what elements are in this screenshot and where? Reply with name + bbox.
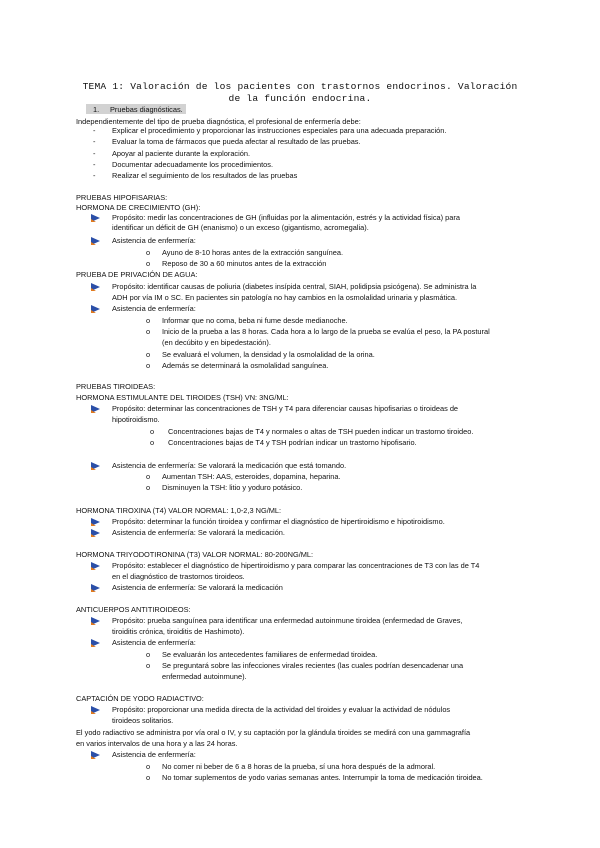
arrow-bullet-icon (91, 405, 100, 413)
captacion-purpose: Propósito: proporcionar una medida directa de la actividad del tiroides y evaluar la actividad de nódulos (112, 705, 451, 714)
gh-purpose: Propósito: medir las concentraciones de GH (influidas por la alimentación, estrés y la actividad física) para (112, 213, 460, 222)
document-title (60, 81, 540, 105)
agua-heading: PRUEBA DE PRIVACIÓN DE AGUA: (76, 270, 198, 279)
intro-item: Documentar adecuadamente los procedimientos. (112, 160, 274, 169)
arrow-bullet-icon (91, 305, 100, 313)
section-number: 1. (93, 105, 100, 114)
tsh-assist: Asistencia de enfermería: Se valorará la medicación que está tomando. (112, 461, 347, 470)
tsh-purpose-cont: hipotiroidismo. (112, 415, 160, 424)
tsh-sub-item: Concentraciones bajas de T4 y TSH podrían indicar un trastorno hipofisario. (168, 438, 417, 447)
t4-heading: HORMONA TIROXINA (T4) VALOR NORMAL: 1,0-2,3 NG/ML: (76, 506, 282, 515)
arrow-bullet-icon (91, 751, 100, 759)
t3-assist: Asistencia de enfermería: Se valorará la medicación (112, 583, 283, 592)
t4-purpose: Propósito: determinar la función tiroidea y confirmar el diagnóstico de hipertiroidismo e hipotiroidismo. (112, 517, 445, 526)
agua-sub-item-cont: (en decúbito y en bipedestación). (162, 338, 271, 347)
captacion-sub-item: No comer ni beber de 6 a 8 horas de la prueba, sí una hora después de la admoral. (162, 762, 436, 771)
t3-heading: HORMONA TRIYODOTIRONINA (T3) VALOR NORMAL: 80-200NG/ML: (76, 550, 314, 559)
gh-assist: Asistencia de enfermería: (112, 236, 196, 245)
anticuerpos-purpose: Propósito: prueba sanguínea para identificar una enfermedad autoinmune tiroidea (enfermedad de Graves, (112, 616, 463, 625)
anticuerpos-purpose-cont: tiroiditis crónica, tiroiditis de Hashimoto). (112, 627, 245, 636)
hipofisarias-heading: PRUEBAS HIPOFISARIAS: (76, 193, 168, 202)
agua-purpose-cont: ADH por vía IM o SC. En pacientes sin patología no hay cambios en la osmolalidad urinaria y plasmática. (112, 293, 458, 302)
anticuerpos-assist: Asistencia de enfermería: (112, 638, 196, 647)
arrow-bullet-icon (91, 584, 100, 592)
captacion-purpose-cont: tiroideos solitarios. (112, 716, 174, 725)
tsh-heading: HORMONA ESTIMULANTE DEL TIROIDES (TSH) VN: 3NG/ML: (76, 393, 289, 402)
arrow-bullet-icon (91, 639, 100, 647)
t3-purpose-cont: en el diagnóstico de trastornos tiroideos. (112, 572, 245, 581)
arrow-bullet-icon (91, 562, 100, 570)
intro-item: Apoyar al paciente durante la exploración. (112, 149, 251, 158)
section-heading: Pruebas diagnósticas. (110, 105, 183, 114)
section-intro: Independientemente del tipo de prueba diagnóstica, el profesional de enfermería debe: (76, 117, 361, 126)
intro-item: Explicar el procedimiento y proporcionar las instrucciones especiales para una adecuada preparación. (112, 126, 447, 135)
agua-assist: Asistencia de enfermería: (112, 304, 196, 313)
captacion-heading: CAPTACIÓN DE YODO RADIACTIVO: (76, 694, 204, 703)
intro-item: Realizar el seguimiento de los resultados de las pruebas (112, 171, 298, 180)
arrow-bullet-icon (91, 237, 100, 245)
tsh-sub2-item: Aumentan TSH: AAS, esteroides, dopamina, heparina. (162, 472, 341, 481)
gh-sub-item: Reposo de 30 a 60 minutos antes de la extracción (162, 259, 327, 268)
agua-sub-item: Además se determinará la osmolalidad sanguínea. (162, 361, 329, 370)
tsh-sub-item: Concentraciones bajas de T4 y normales o altas de TSH pueden indicar un trastorno tiroideo. (168, 427, 474, 436)
arrow-bullet-icon (91, 529, 100, 537)
arrow-bullet-icon (91, 617, 100, 625)
agua-sub-item: Inicio de la prueba a las 8 horas. Cada hora a lo largo de la prueba se evalúa el peso, la PA postural (162, 327, 490, 336)
agua-sub-item: Informar que no coma, beba ni fume desde medianoche. (162, 316, 348, 325)
title-line-1: TEMA 1: Valoración de los pacientes con trastornos endocrinos. Valoración (82, 81, 518, 92)
anticuerpos-sub-item: Se evaluarán los antecedentes familiares de enfermedad tiroidea. (162, 650, 378, 659)
anticuerpos-sub-item: Se preguntará sobre las infecciones virales recientes (las cuales podrían desencadenar una (162, 661, 464, 670)
t3-purpose: Propósito: establecer el diagnóstico de hipertiroidismo y para comparar las concentraciones de T3 con las de T4 (112, 561, 480, 570)
arrow-bullet-icon (91, 283, 100, 291)
t4-assist: Asistencia de enfermería: Se valorará la medicación. (112, 528, 285, 537)
agua-sub-item: Se evaluará el volumen, la densidad y la osmolalidad de la orina. (162, 350, 375, 359)
gh-heading: HORMONA DE CRECIMIENTO (GH): (76, 203, 201, 212)
arrow-bullet-icon (91, 518, 100, 526)
gh-sub-item: Ayuno de 8-10 horas antes de la extracción sanguínea. (162, 248, 344, 257)
tsh-sub2-item: Disminuyen la TSH: litio y yoduro potásico. (162, 483, 303, 492)
document-page: TEMA 1: Valoración de los pacientes con trastornos endocrinos. Valoración de la función endocrina. 1. Pruebas diagnósticas. Independientemente del tipo de prueba diagnóstica, el profesional de enfermería debe: - Explicar el procedimiento y proporcionar las instrucciones especiales para una adecuada preparación. - Evaluar la toma de fármacos que pueda afectar al resultado de las pruebas. - Apoyar al paciente durante la exploración. - Documentar adecuadamente los procedimientos. - Realizar el seguimiento de los resultados de las pruebas PRUEBAS HIPOFISARIAS: HORMONA DE CRECIMIENTO (GH): Propósito: medir las concentraciones de GH (influidas por la alimentación, estrés y la actividad física) para identificar un déficit de GH (enanismo) o un exceso (gigantismo, acromegalia). Asistencia de enfermería: o Ayuno de 8-10 horas antes de la extracción sanguínea. o Reposo de 30 a 60 minutos antes de la extracción PRUEBA DE PRIVACIÓN DE AGUA: Propósito: identificar causas de poliuria (diabetes insípida central, SIAH, polidipsia psicógena). Se administra la ADH por vía IM o SC. En pacientes sin patología no hay cambios en la osmolalidad urinaria y plasmática. Asistencia de enfermería: o Informar que no coma, beba ni fume desde medianoche. o Inicio de la prueba a las 8 horas. Cada hora a lo largo de la prueba se evalúa el peso, la PA postural (en decúbito y en bipedestación). o Se evaluará el volumen, la densidad y la osmolalidad de la orina. o Además se determinará la osmolalidad sanguínea. PRUEBAS TIROIDEAS: HORMONA ESTIMULANTE DEL TIROIDES (TSH) VN: 3NG/ML: Propósito: determinar las concentraciones de TSH y T4 para diferenciar causas hipofisarias o tiroideas de hipotiroidismo. o Concentraciones bajas de T4 y normales o altas de TSH pueden indicar un trastorno tiroideo. o Concentraciones bajas de T4 y TSH podrían indicar un trastorno hipofisario. Asistencia de enfermería: Se valorará la medicación que está tomando. o Aumentan TSH: AAS, esteroides, dopamina, heparina. o Disminuyen la TSH: litio y yoduro potásico. HORMONA TIROXINA (T4) VALOR NORMAL: 1,0-2,3 NG/ML: Propósito: determinar la función tiroidea y confirmar el diagnóstico de hipertiroidismo e hipotiroidismo. Asistencia de enfermería: Se valorará la medicación. HORMONA TRIYODOTIRONINA (T3) VALOR NORMAL: 80-200NG/ML: Propósito: establecer el diagnóstico de hipertiroidismo y para comparar las concentraciones de T3 con las de T4 en el diagnóstico de trastornos tiroideos. Asistencia de enfermería: Se valorará la medicación ANTICUERPOS ANTITIROIDEOS: Propósito: prueba sanguínea para identificar una enfermedad autoinmune tiroidea (enfermedad de Graves, tiroiditis crónica, tiroiditis de Hashimoto). Asistencia de enfermería: o Se evaluarán los antecedentes familiares de enfermedad tiroidea. o Se preguntará sobre las infecciones virales recientes (las cuales podrían desencadenar una enfermedad autoinmune). CAPTACIÓN DE YODO RADIACTIVO: Propósito: proporcionar una medida directa de la actividad del tiroides y evaluar la actividad de nódulos tiroideos solitarios. El yodo radiactivo se administra por vía oral o IV, y su captación por la glándula tiroides se medirá con una gammagrafía en varios intervalos de una hora y a las 24 horas. Asistencia de enfermería: o No comer ni beber de 6 a 8 horas de la prueba, sí una hora después de la admoral. o No tomar suplementos de yodo varias semanas antes. Interrumpir la toma de medicación tiroidea. (0, 0, 600, 848)
captacion-assist: Asistencia de enfermería: (112, 750, 196, 759)
gh-purpose-cont: identificar un déficit de GH (enanismo) o un exceso (gigantismo, acromegalia). (112, 223, 369, 232)
captacion-sub-item: No tomar suplementos de yodo varias semanas antes. Interrumpir la toma de medicación tiroidea. (162, 773, 483, 782)
arrow-bullet-icon (91, 462, 100, 470)
arrow-bullet-icon (91, 706, 100, 714)
agua-purpose: Propósito: identificar causas de poliuria (diabetes insípida central, SIAH, polidipsia psicógena). Se administra la (112, 282, 477, 291)
anticuerpos-heading: ANTICUERPOS ANTITIROIDEOS: (76, 605, 191, 614)
tsh-purpose: Propósito: determinar las concentraciones de TSH y T4 para diferenciar causas hipofisarias o tiroideas de (112, 404, 459, 413)
anticuerpos-sub-item-cont: enfermedad autoinmune). (162, 672, 247, 681)
captacion-text: El yodo radiactivo se administra por vía oral o IV, y su captación por la glándula tiroides se medirá con una gammagrafía (76, 728, 471, 737)
tiroideas-heading: PRUEBAS TIROIDEAS: (76, 382, 156, 391)
intro-item: Evaluar la toma de fármacos que pueda afectar al resultado de las pruebas. (112, 137, 361, 146)
captacion-text-cont: en varios intervalos de una hora y a las 24 horas. (76, 739, 238, 748)
title-line-2: de la función endocrina. (228, 93, 372, 104)
arrow-bullet-icon (91, 214, 100, 222)
